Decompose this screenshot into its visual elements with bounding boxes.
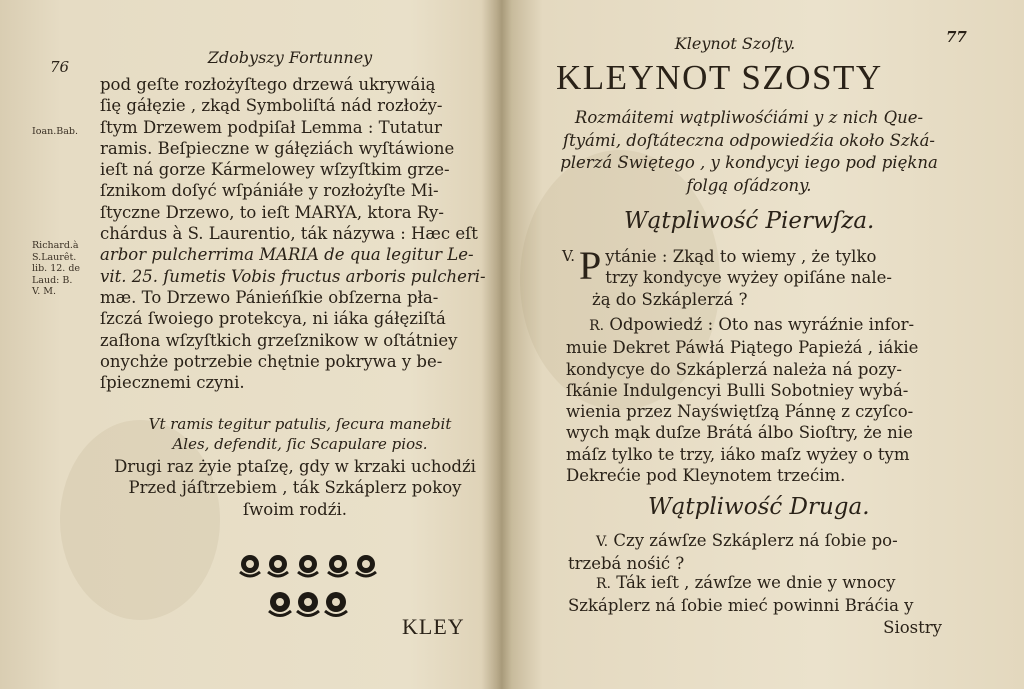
- text-line: ſtym Drzewem podpiſał Lemma : Tutatur: [100, 117, 442, 137]
- section-heading: Wątpliwość Druga.: [648, 494, 870, 520]
- response-mark: R.: [596, 576, 611, 592]
- latin-verse: Vt ramis tegitur patulis, ſecura manebit Ales, defendit, ſic Scapulare pios.: [148, 415, 452, 453]
- drop-cap: P: [578, 243, 602, 288]
- text-line: ſię gáłęzie , zkąd Symboliſtá nád rozłoży-: [100, 96, 443, 116]
- text-line: máſz tylko te trzy, iáko maſz wyżey o tym: [566, 444, 910, 464]
- text-line: ieſt ná gorze Kármelowey wſzyſtkim grze-: [100, 160, 450, 180]
- section-heading: Wątpliwość Pierwſza.: [624, 208, 875, 234]
- text-line: mæ. To Drzewo Pánieńſkie obſzerna pła-: [100, 287, 439, 307]
- response-mark: R.: [589, 318, 605, 334]
- body-paragraph: [100, 74, 490, 393]
- versicle-mark: V.: [596, 534, 609, 550]
- answer-1: R. Odpowiedź : Oto nas wyráźnie infor- muie Dekret Páwłá Piątego Papieżá , iákie kondycye do Szkáplerzá należa ná pozy- ſkánie Indulgencyi Bulli Sobotniey wybá- wienia przez Nayświętſzą Pánnę z czyſco- wych mąk duſze Brátá álbo Sioſtry, że nie máſz tylko te trzy, iáko maſz wyżey o tym Dekrećie pod Kleynotem trzećim.: [566, 314, 958, 486]
- text-line: onychże potrzebie chętnie pokrywa y be-: [100, 351, 443, 371]
- page-number: 76: [50, 58, 70, 76]
- text-line: Siostry: [883, 617, 942, 637]
- versicle-mark: V.: [562, 247, 575, 265]
- text-line: Dekrećie pod Kleynotem trzećim.: [566, 466, 846, 486]
- running-head: Kleynot Szoſty.: [674, 34, 796, 53]
- answer-2: R. Ták ieſt , záwſze we dnie y wnocy Szkáplerz ná ſobie mieć powinni Bráćia y Siostry: [568, 572, 960, 638]
- text-line: pod geſte rozłożyſtego drzewá ukrywáią: [100, 75, 436, 94]
- text-line: ramis. Beſpieczne w gáłęziách wyſtáwione: [100, 138, 455, 158]
- left-page: [0, 0, 494, 689]
- text-line: ſkánie Indulgencyi Bulli Sobotniey wybá-: [566, 380, 909, 400]
- catchword: KLEY: [402, 614, 465, 639]
- running-head: Zdobyszy Fortunney: [207, 48, 373, 67]
- text-line: chárdus à S. Laurentio, ták názywa : Hæc eſt: [100, 224, 478, 244]
- text-line: ytánie : Zkąd to wiemy , że tylko: [605, 247, 877, 266]
- text-line: ſtyczne Drzewo, to ieſt MARYA, ktora Ry-: [100, 202, 444, 222]
- text-line: wych mąk duſze Brátá álbo Sioſtry, że nie: [566, 423, 913, 443]
- page-number: 77: [946, 28, 967, 46]
- text-line: ſznikom doſyć wſpániáłe y rozłożyſte Mi-: [100, 181, 439, 201]
- question-2: V. Czy záwſze Szkáplerz ná ſobie po- trzebá nośić ?: [568, 530, 960, 575]
- text-line: ſzczá ſwoiego protekcya, ni iáka gáłęziſtá: [100, 309, 446, 329]
- chapter-title: KLEYNOT SZOSTY: [556, 58, 883, 97]
- text-line: Szkáplerz ná ſobie mieć powinni Bráćia y: [568, 596, 914, 616]
- text-line: żą do Szkáplerzá ?: [592, 289, 748, 309]
- text-line: trzebá nośić ?: [568, 554, 685, 574]
- text-line: kondycye do Szkáplerzá należa ná pozy-: [566, 359, 902, 379]
- text-line: zaſłona wſzyſtkich grzeſznikow w oſtátniey: [100, 330, 458, 350]
- chapter-subtitle: Rozmáitemi wątpliwośćiámi y z nich Que- ſtyámi, doſtáteczna odpowiedźia około Szká- plerzá Swiętego , y kondycyi iego pod piękna folgą oſádzony.: [560, 108, 938, 195]
- polish-verse: Drugi raz żyie ptaſzę, gdy w krzaki uchodźi Przed jáſtrzebiem , ták Szkáplerz pokoy ſwoim rodźi.: [114, 457, 476, 519]
- floral-ornament-icon: [238, 546, 378, 622]
- text-line: trzy kondycye wyżey opiſáne nale-: [605, 268, 892, 288]
- text-line: vit. 25. ſumetis Vobis fructus arboris pulcheri-: [100, 266, 486, 286]
- margin-note: Ioan.Bab.: [32, 126, 79, 137]
- text-line: arbor pulcherrima MARIA de qua legitur Le-: [100, 245, 474, 265]
- margin-note: Richard.à S.Laurêt. lib. 12. de Laud: B. V. M.: [32, 240, 81, 297]
- text-line: muie Dekret Páwłá Piątego Papieżá , iákie: [566, 338, 919, 358]
- question-1: [562, 243, 952, 310]
- text-line: wienia przez Nayświętſzą Pánnę z czyſco-: [566, 402, 914, 422]
- text-line: ſpiecznemi czyni.: [100, 373, 245, 393]
